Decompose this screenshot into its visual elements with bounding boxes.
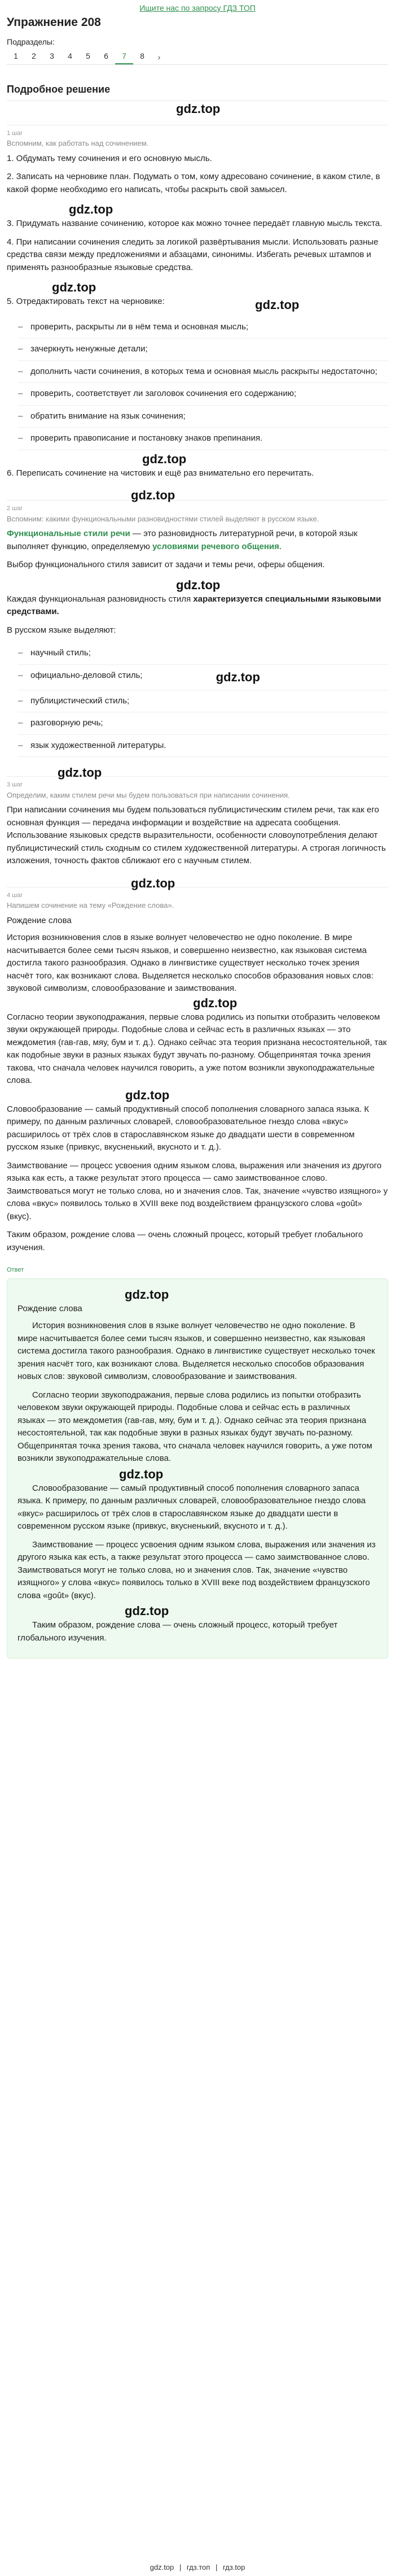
essay-paragraph: Заимствование — процесс усвоения одним языком слова, выражения или значения из другого языка как есть, а также результат этого процесса — само заимствованное слово. Заимствоваться могут не только слова, но и значения слов. Так, значение «чувство изящного» у слова «вкус» появилось только в XVIII веке под воздействием французского слова «goût» (вкус). [7, 1160, 388, 1221]
pager-item-1[interactable]: 1 [14, 51, 18, 60]
styles-list [18, 642, 388, 757]
pager-item-2[interactable]: 2 [32, 51, 36, 60]
list-item: – проверить правописание и постановку знаков препинания. [18, 428, 388, 450]
footer-separator: | [179, 2562, 182, 2571]
footer-links [0, 2562, 395, 2573]
list-item: – проверить, раскрыты ли в нём тема и основная мысль; [18, 316, 388, 339]
step-subtitle: Определим, каким стилем речи мы будем пользоваться при написании сочинения. [7, 790, 290, 799]
step-paragraph: 2. Записать на черновике план. Подумать о том, кому адресовано сочинение, в каком стиле, в какой форме необходимо его написать, чтобы раскрыть свой замысел. [7, 172, 380, 194]
watermark: gdz.top [58, 765, 102, 780]
answer-heading: Рождение слова [17, 1303, 82, 1313]
watermark: gdz.top [69, 202, 113, 216]
step-paragraph: При написании сочинения мы будем пользоваться публицистическим стилем речи, так как его основная функция — передача информации и воздействие на адресата сообщения. Использование языковых средств выразительности, особенности словоупотребления делают публицистический стиль сходным со стилем художественной литературы. А строгая логичность изложения, точность фактов сближают его с научным стилем. [7, 805, 386, 865]
dash-icon: – [18, 433, 23, 443]
step-paragraph: Каждая функциональная разновидность стиля характеризуется специальными языковыми средствами. [7, 594, 381, 616]
list-item: – зачеркнуть ненужные детали; [18, 338, 388, 361]
dash-icon: – [18, 718, 23, 728]
list-item: – разговорную речь; [18, 712, 388, 735]
chevron-right-icon[interactable]: › [157, 52, 161, 62]
essay-paragraph: История возникновения слов в языке волнует человечество не одно поколение. В мире насчитывается более семи тысяч языков, и совершенно неизвестно, как языковая система достигла такого разнообразия. Однако в лингвистике существует несколько точек зрения насчёт того, как возникают слова. Выделяется несколько способов образования новых слов: звуковой символизм, словообразование и заимствования. [7, 933, 374, 993]
pager-item-7[interactable]: 7 [115, 50, 133, 64]
dash-icon: – [18, 389, 23, 398]
answer-paragraph: Словообразование — самый продуктивный способ пополнения словарного запаса языка. К примеру, по данным различных словарей, словообразовательное гнездо слова «вкус» расширилось от трёх слов в старославянском языке до двадцати шести в современном русском языке (привкус, вкусненький, вкусното и т. д.). [17, 1483, 366, 1531]
list-item: – официально-деловой стиль; gdz.top [18, 665, 388, 690]
list-item: – дополнить части сочинения, в которых тема и основная мысль раскрыты недостаточно; [18, 361, 388, 384]
essay-paragraph: Согласно теории звукоподражания, первые слова родились из попытки отобразить человеком звуки окружающей природы. Подобные слова и сейчас есть в различных языках — это междометия (гав-гав, мяу, бум и т. д.). Однако сейчас эта теория признана несостоятельной, так как подобные звуки в разных языках будут звучать по-разному. Общепринятая точка зрения такова, что сначала человек научился говорить, а уже потом возникли звукоподражательные слова. [7, 1012, 387, 1085]
step-paragraph: 5. Отредактировать текст на черновике: [7, 297, 165, 306]
essay-heading: Рождение слова [7, 915, 72, 925]
step-subtitle: Вспомним: какими функциональными разновидностями стилей выделяют в русском языке. [7, 514, 319, 523]
watermark: gdz.top [125, 1287, 169, 1302]
watermark: gdz.top [131, 488, 175, 502]
step-label: 2 шаг [7, 500, 388, 514]
step-4 [7, 876, 388, 1255]
pager-item-6[interactable]: 6 [104, 51, 108, 60]
page-title: Упражнение 208 [7, 16, 101, 29]
essay-paragraph: Таким образом, рождение слова — очень сложный процесс, который требует глобального изучения. [7, 1230, 363, 1252]
dash-icon: – [18, 321, 23, 332]
step-1 [7, 125, 388, 480]
list-item: – язык художественной литературы. [18, 735, 388, 758]
step-subtitle: Вспомним, как работать над сочинением. [7, 139, 149, 147]
step-subtitle: Напишем сочинение на тему «Рождение слова». [7, 901, 174, 910]
answer-label: Ответ [7, 1267, 24, 1273]
answer-paragraph: История возникновения слов в языке волнует человечество не одно поколение. В мире насчитывается более семи тысяч языков, и совершенно неизвестно, как языковая система достигла такого разнообразия. Однако в лингвистике существует несколько точек зрения насчёт того, как возникают слова. Выделяется несколько способов образования новых слов: звуковой символизм, словообразование и заимствования. [17, 1321, 375, 1381]
dash-icon: – [18, 411, 23, 421]
step-paragraph: 1. Обдумать тему сочинения и его основную мысль. [7, 153, 212, 163]
subsections-label: Подразделы: [7, 37, 55, 46]
watermark: gdz.top [52, 280, 96, 294]
dash-icon: – [18, 695, 23, 706]
watermark: gdz.top [216, 669, 260, 684]
dash-icon: – [18, 740, 23, 750]
watermark: gdz.top [176, 101, 221, 116]
watermark: gdz.top [176, 577, 221, 592]
step-paragraph: В русском языке выделяют: [7, 625, 116, 635]
dash-icon: – [18, 366, 23, 376]
step-paragraph: Выбор функционального стиля зависит от задачи и темы речи, оферы общения. [7, 560, 325, 569]
watermark: gdz.top [131, 876, 175, 890]
footer-link[interactable]: гдз.top [222, 2562, 245, 2571]
step-paragraph: Функциональные стили речи — это разновидность литературной речи, в которой язык выполняет функцию, определяемую условиями речевого общения. [7, 529, 358, 551]
step-2 [7, 488, 388, 757]
pager-item-5[interactable]: 5 [86, 51, 90, 60]
watermark: gdz.top [125, 1087, 170, 1102]
step-label: 4 шаг [7, 887, 388, 900]
step-paragraph: 4. При написании сочинения следить за логикой развёртывания мысли. Использовать разные средства связи между предложениями и абзацами, синонимы. Избегать речевых штампов и применять разнообразные языковые средства. [7, 237, 379, 272]
search-promo-link[interactable]: Ищите нас по запросу ГДЗ ТОП [139, 3, 256, 12]
footer-link[interactable]: гдз.топ [186, 2562, 210, 2571]
watermark: gdz.top [255, 297, 300, 312]
dash-icon: – [18, 670, 23, 680]
answer-paragraph: Согласно теории звукоподражания, первые слова родились из попытки отобразить человеком звуки окружающей природы. Подобные слова и сейчас есть в различных языках — это междометия (гав-гав, мяу, бум и т. д.). Однако сейчас эта теория признана несостоятельной, так как подобные звуки в разных языках будут звучать по-разному. Общепринятая точка зрения такова, что сначала человек научился говорить, а уже потом возникли звукоподражательные слова. [17, 1390, 372, 1463]
dash-icon: – [18, 648, 23, 658]
footer-link[interactable]: gdz.top [150, 2562, 174, 2571]
watermark: gdz.top [193, 995, 238, 1010]
section-title: Подробное решение [7, 82, 388, 101]
step-3 [7, 765, 388, 868]
step-paragraph: 3. Придумать название сочинению, которое как можно точнее передаёт главную мысль текста. [7, 219, 383, 228]
pager-item-8[interactable]: 8 [140, 51, 144, 60]
watermark: gdz.top [119, 1467, 164, 1481]
pager-item-4[interactable]: 4 [68, 51, 72, 60]
list-item: – публицистический стиль; [18, 690, 388, 713]
step-label: 3 шаг [7, 776, 388, 790]
answer-box [7, 1278, 388, 1659]
pager-item-3[interactable]: 3 [50, 51, 54, 60]
edit-checklist [18, 316, 388, 450]
step-label: 1 шаг [7, 125, 388, 138]
answer-paragraph: Таким образом, рождение слова — очень сложный процесс, который требует глобального изучения. [17, 1620, 338, 1643]
footer-separator: | [215, 2562, 218, 2571]
list-item: – научный стиль; [18, 642, 388, 665]
step-paragraph: 6. Переписать сочинение на чистовик и ещё раз внимательно его перечитать. [7, 468, 314, 478]
list-item: – проверить, соответствует ли заголовок сочинения его содержанию; [18, 383, 388, 406]
watermark: gdz.top [125, 1604, 169, 1618]
watermark: gdz.top [142, 451, 187, 466]
list-item: – обратить внимание на язык сочинения; [18, 406, 388, 428]
essay-paragraph: Словообразование — самый продуктивный способ пополнения словарного запаса языка. К примеру, по данным различных словарей, словообразовательное гнездо слова «вкус» расширилось от трёх слов в старославянском языке до двадцати шести в современном русском языке (привкус, вкусненький, вкусното и т. д.). [7, 1104, 369, 1152]
subsection-pager [7, 50, 388, 65]
dash-icon: – [18, 344, 23, 354]
answer-paragraph: Заимствование — процесс усвоения одним языком слова, выражения или значения из другого языка как есть, а также результат этого процесса — само заимствованное слово. Заимствоваться могут не только слова, но и значения слов. Так, значение «чувство изящного» у слова «вкус» появилось только в XVIII веке под воздействием французского слова «goût» (вкус). [17, 1539, 376, 1600]
